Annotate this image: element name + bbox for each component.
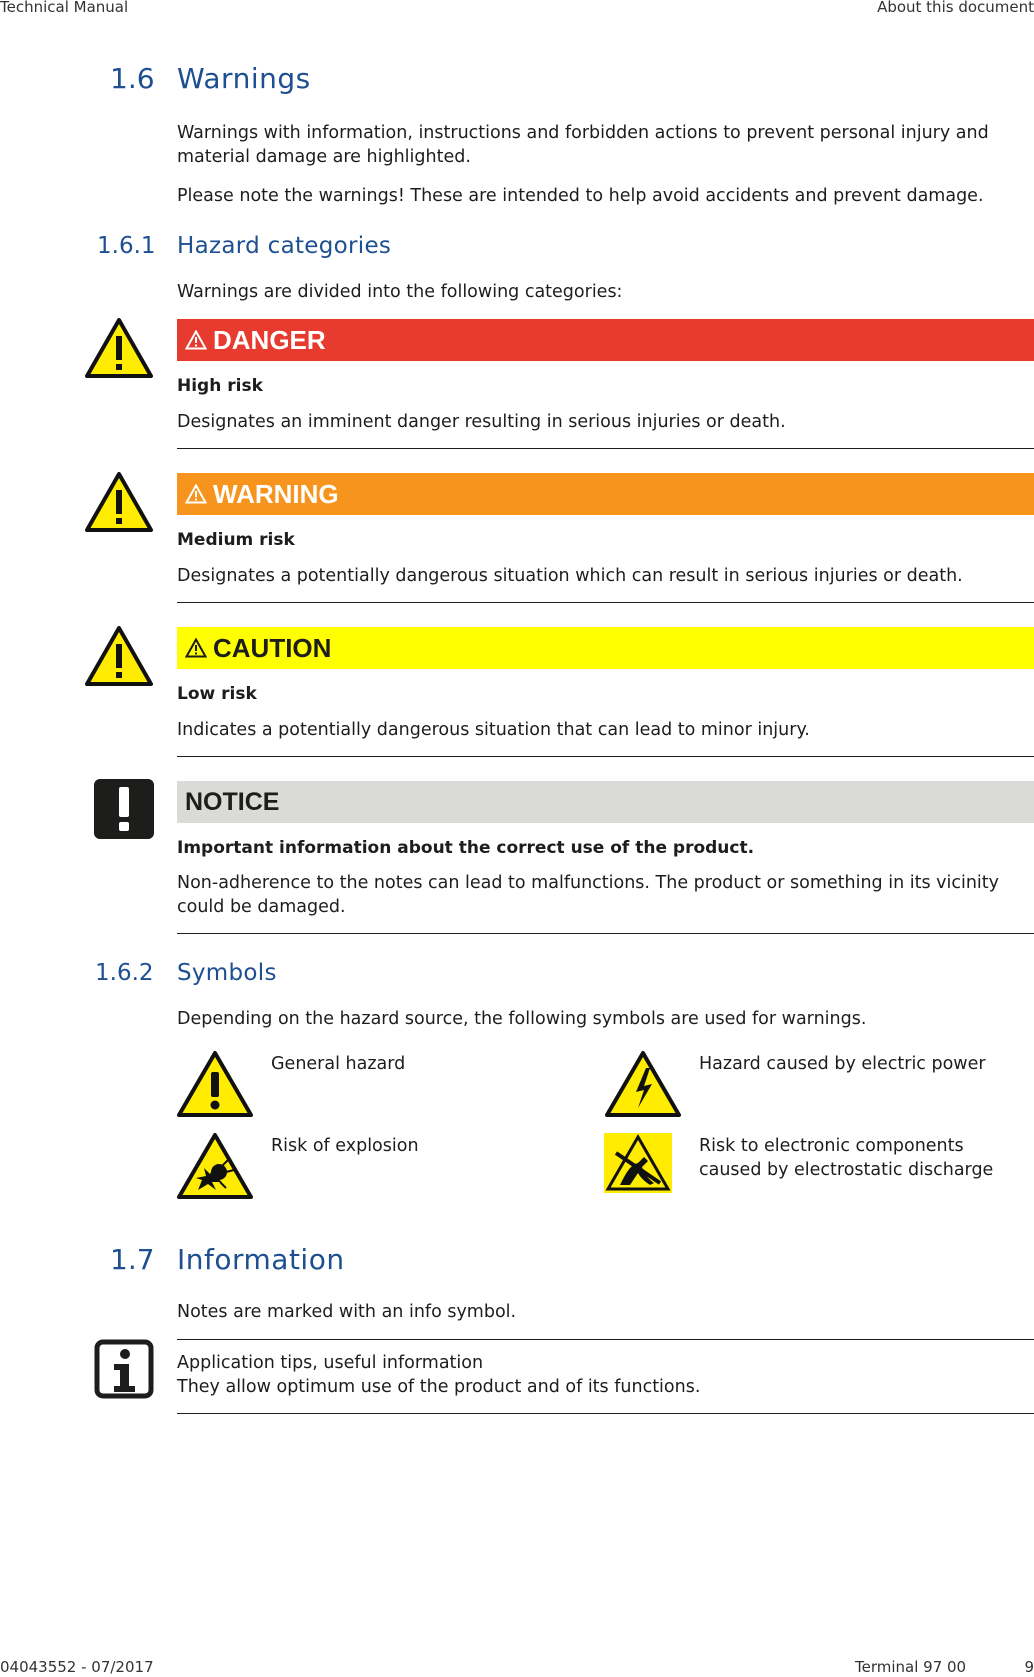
danger-label: DANGER	[213, 324, 326, 355]
subsection-title: Hazard categories	[177, 233, 392, 259]
risk-level: Low risk	[177, 684, 257, 704]
page-number: 9	[1024, 1658, 1034, 1676]
section-title: Warnings	[177, 62, 311, 95]
paragraph: Please note the warnings! These are intended to help avoid accidents and prevent damage.	[177, 186, 984, 206]
notice-banner	[177, 781, 1034, 823]
info-text: They allow optimum use of the product and of its functions.	[177, 1377, 701, 1397]
risk-description: Indicates a potentially dangerous situation that can lead to minor injury.	[177, 720, 810, 740]
symbol-label: Risk to electronic components	[699, 1136, 964, 1156]
divider	[177, 1413, 1034, 1414]
warning-triangle-icon	[185, 638, 207, 658]
info-text: Application tips, useful information	[177, 1353, 484, 1373]
subsection-number: 1.6.1	[97, 233, 156, 259]
risk-description: Designates a potentially dangerous situation which can result in serious injuries or death.	[177, 566, 963, 586]
danger-banner	[177, 319, 1034, 361]
electric-hazard-icon	[604, 1050, 682, 1118]
symbol-label: Hazard caused by electric power	[699, 1054, 986, 1074]
divider	[177, 756, 1034, 757]
symbol-label: caused by electrostatic discharge	[699, 1160, 994, 1180]
footer-left: 04043552 - 07/2017	[0, 1658, 154, 1676]
notice-label: NOTICE	[185, 787, 280, 816]
warning-label: WARNING	[213, 478, 339, 509]
notice-description: could be damaged.	[177, 897, 346, 917]
footer-center: Terminal 97 00	[855, 1658, 967, 1676]
info-icon	[94, 1339, 154, 1399]
header-left: Technical Manual	[0, 0, 129, 16]
notice-heading: Important information about the correct use of the product.	[177, 838, 755, 858]
divider	[177, 602, 1034, 603]
warning-banner	[177, 473, 1034, 515]
caution-banner	[177, 627, 1034, 669]
explosion-icon	[176, 1132, 254, 1200]
paragraph: Notes are marked with an info symbol.	[177, 1302, 517, 1322]
paragraph: Warnings are divided into the following categories:	[177, 282, 623, 302]
header-right: About this document	[877, 0, 1034, 16]
paragraph: material damage are highlighted.	[177, 147, 471, 167]
divider	[177, 1339, 1034, 1340]
exclamation-square-icon	[94, 779, 154, 839]
warning-triangle-icon	[185, 484, 207, 504]
risk-level: Medium risk	[177, 530, 295, 550]
risk-level: High risk	[177, 376, 263, 396]
caution-label: CAUTION	[213, 632, 332, 663]
general-hazard-icon	[176, 1050, 254, 1118]
section-number: 1.7	[110, 1243, 155, 1276]
notice-description: Non-adherence to the notes can lead to malfunctions. The product or something in its vicinity	[177, 873, 1000, 893]
symbol-label: Risk of explosion	[271, 1136, 419, 1156]
risk-description: Designates an imminent danger resulting in serious injuries or death.	[177, 412, 786, 432]
subsection-title: Symbols	[177, 960, 277, 986]
warning-triangle-icon	[85, 472, 153, 532]
divider	[177, 933, 1034, 934]
section-number: 1.6	[110, 62, 155, 95]
warning-triangle-icon	[85, 318, 153, 378]
warning-triangle-icon	[185, 330, 207, 350]
paragraph: Depending on the hazard source, the following symbols are used for warnings.	[177, 1009, 867, 1029]
subsection-number: 1.6.2	[95, 960, 154, 986]
symbol-label: General hazard	[271, 1054, 406, 1074]
warning-triangle-icon	[85, 626, 153, 686]
section-title: Information	[177, 1243, 345, 1276]
paragraph: Warnings with information, instructions and forbidden actions to prevent personal injury and	[177, 123, 989, 143]
divider	[177, 448, 1034, 449]
esd-icon	[604, 1133, 672, 1193]
